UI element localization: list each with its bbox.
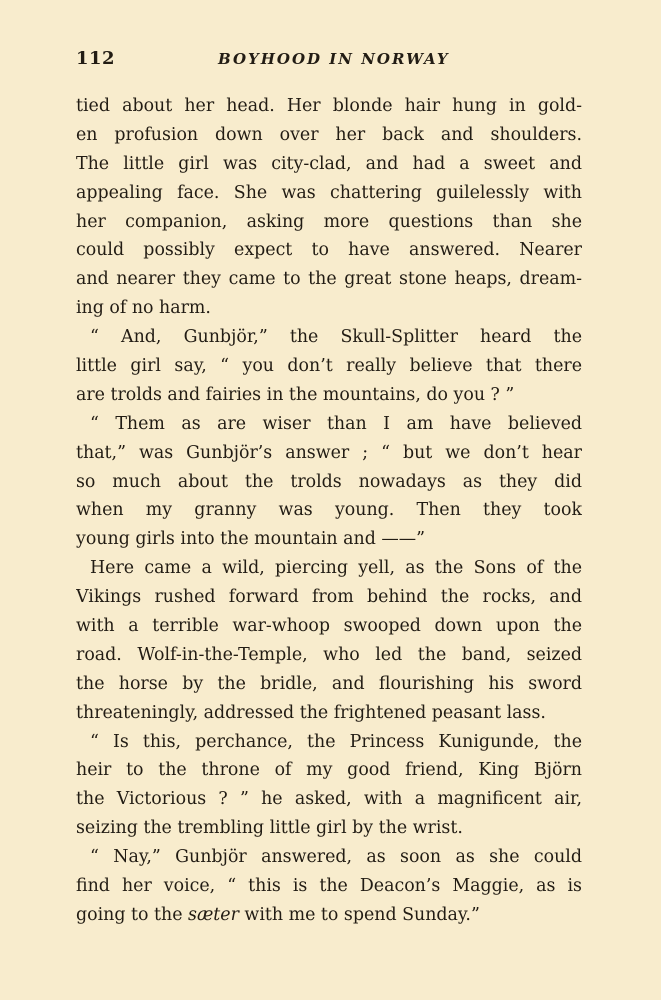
text-segment: the horse by the bridle, and flourishing his sword [76,673,582,694]
italic-word: sæter [188,904,239,925]
text-segment: little girl say, “ you don’t really believe that there [76,356,582,377]
text-line [76,699,582,728]
text-segment: tied about her head. Her blonde hair hung in gold- [76,96,582,116]
running-title: BOYHOOD IN NORWAY [218,50,450,68]
text-line [76,901,582,930]
text-line [76,728,582,757]
text-line [76,814,582,843]
text-line [76,554,582,583]
text-segment: heir to the throne of my good friend, King Björn [76,760,582,781]
text-line [76,121,582,150]
text-segment: young girls into the mountain and ——” [76,529,426,550]
text-segment: threateningly, addressed the frightened peasant lass. [76,702,546,723]
text-line [76,468,582,497]
text-segment: so much about the trolds nowadays as they did [76,471,582,492]
text-line [76,843,582,872]
text-segment: could possibly expect to have answered. Nearer [76,240,582,261]
text-segment: The little girl was city-clad, and had a sweet and [76,153,582,174]
text-line [76,208,582,237]
text-segment: seizing the trembling little girl by the wrist. [76,818,463,839]
text-line [76,583,582,612]
text-line [76,352,582,381]
text-segment: find her voice, “ this is the Deacon’s Maggie, as is [76,876,582,897]
text-line [76,323,582,352]
text-segment: with me to spend Sunday.” [238,904,480,925]
text-segment: when my granny was young. Then they took [76,500,582,521]
text-line [76,150,582,179]
text-segment: going to the [76,904,189,925]
text-segment: Here came a wild, piercing yell, as the Sons of the [90,558,582,579]
text-segment: are trolds and fairies in the mountains, do you ? ” [76,384,515,405]
text-segment: “ Is this, perchance, the Princess Kunigunde, the [90,731,582,752]
text-segment: that,” was Gunbjör’s answer ; “ but we don’t hear [76,442,582,463]
text-line [76,496,582,525]
text-segment: ing of no harm. [76,298,211,319]
text-line [76,294,582,323]
text-line [76,785,582,814]
text-segment: “ Them as are wiser than I am have believed [90,413,582,434]
text-line [76,92,582,121]
text-segment: her companion, asking more questions than she [76,211,582,232]
text-segment: road. Wolf-in-the-Temple, who led the band, seized [76,644,582,665]
text-line [76,872,582,901]
text-segment: “ And, Gunbjör,” the Skull-Splitter heard the [90,327,582,348]
text-segment: en profusion down over her back and shoulders. [76,124,582,145]
text-line [76,439,582,468]
text-segment: the Victorious ? ” he asked, with a magnificent air, [76,789,582,810]
text-line [76,756,582,785]
text-line [76,612,582,641]
text-line [76,381,582,410]
text-segment: with a terrible war-whoop swooped down upon the [76,616,582,637]
text-line [76,236,582,265]
text-line [76,525,582,554]
text-line [76,265,582,294]
text-line [76,670,582,699]
text-segment: Vikings rushed forward from behind the rocks, and [76,587,582,608]
text-segment: appealing face. She was chattering guilelessly with [76,182,582,203]
page-number: 112 [76,48,116,69]
text-line [76,641,582,670]
page-header [76,48,581,78]
text-segment: “ Nay,” Gunbjör answered, as soon as she could [90,847,582,868]
text-segment: and nearer they came to the great stone heaps, dream- [76,269,582,290]
body-text [76,92,582,930]
text-line [76,179,582,208]
text-line [76,410,582,439]
